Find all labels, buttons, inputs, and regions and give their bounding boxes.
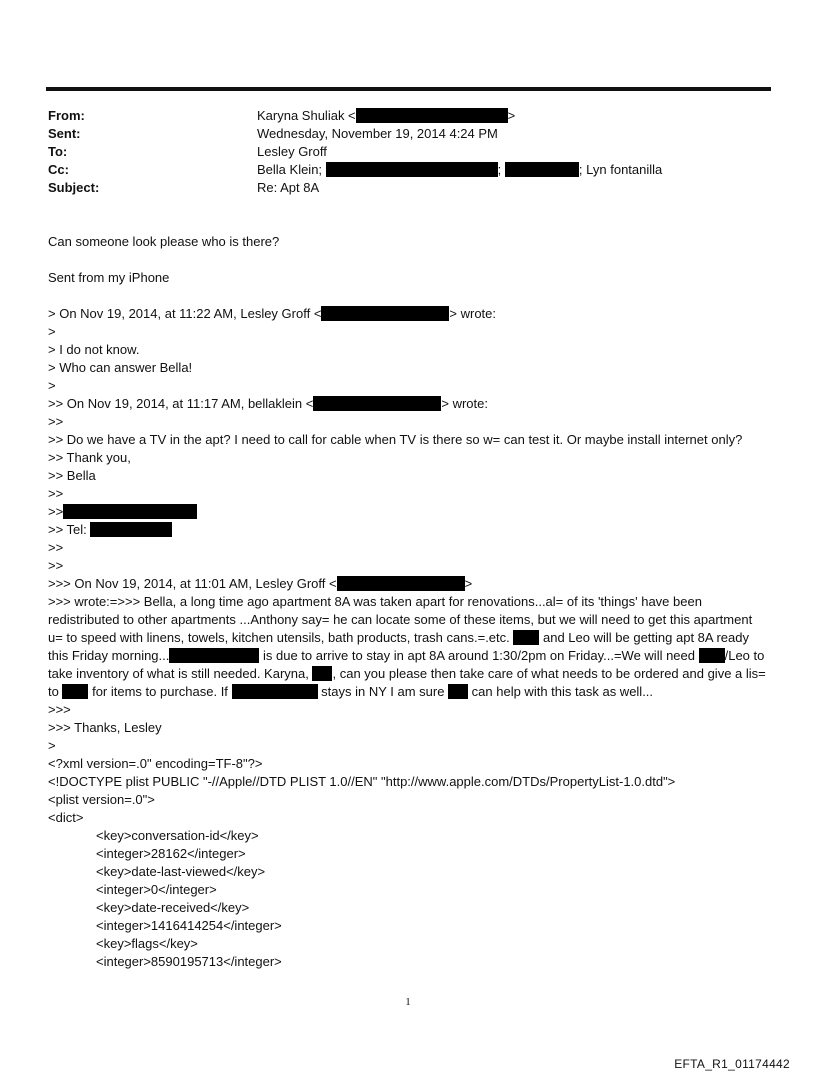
quote-text: >> Tel: bbox=[48, 522, 87, 537]
redaction-box bbox=[63, 504, 197, 519]
quote-text: stays in NY I am sure bbox=[317, 684, 449, 699]
quote-line: >> Do we have a TV in the apt? I need to call for cable when TV is there so w= can test it. Or maybe install internet only? bbox=[48, 432, 743, 447]
redaction-box bbox=[513, 630, 539, 645]
quote-line bbox=[48, 503, 770, 521]
quote-text: /Leo to take inventory of what is still needed. Karyna, bbox=[48, 648, 765, 681]
quote-text: > On Nov 19, 2014, at 11:22 AM, Lesley Groff < bbox=[48, 306, 322, 321]
quote-text: > wrote: bbox=[441, 396, 488, 411]
header-rule bbox=[46, 87, 771, 91]
redaction-box bbox=[232, 684, 318, 699]
quote-line: > I do not know. bbox=[48, 342, 140, 357]
cc-value bbox=[257, 161, 662, 179]
quote-line: > bbox=[48, 738, 56, 753]
quote-line: >> Thank you, bbox=[48, 450, 131, 465]
redaction-box bbox=[505, 162, 579, 177]
xml-line: <integer>1416414254</integer> bbox=[96, 918, 282, 933]
to-value: Lesley Groff bbox=[257, 144, 327, 159]
sent-value: Wednesday, November 19, 2014 4:24 PM bbox=[257, 126, 498, 141]
xml-line: <key>flags</key> bbox=[96, 936, 198, 951]
redaction-box bbox=[62, 684, 88, 699]
redaction-box bbox=[313, 396, 441, 411]
quote-line bbox=[48, 521, 770, 539]
quote-line: >> bbox=[48, 486, 64, 501]
from-value bbox=[257, 107, 515, 125]
redaction-box bbox=[321, 306, 449, 321]
quote-line bbox=[48, 395, 770, 413]
redaction-box bbox=[699, 648, 725, 663]
quote-text: , can you please then take care of what needs to be ordered and give a lis= to bbox=[48, 666, 766, 699]
quote-line: > Who can answer Bella! bbox=[48, 360, 193, 375]
xml-line: <integer>8590195713</integer> bbox=[96, 954, 282, 969]
cc-sep: ; bbox=[497, 162, 502, 177]
page-number: 1 bbox=[405, 996, 411, 1008]
cc-label: Cc: bbox=[48, 162, 69, 177]
redaction-box bbox=[448, 684, 468, 699]
xml-line: <key>date-received</key> bbox=[96, 900, 250, 915]
quote-text: > bbox=[464, 576, 473, 591]
quote-text: >>> wrote:=>>> Bella, a long time ago apartment 8A was taken apart for renovations...al= of its 'things' have been redistributed to other apartments ...Anthony say= he can locate some of these items, but we will need to get this apartment u= to speed with linens, towels, kitchen utensils, bath products, trash cans.=.etc. bbox=[48, 594, 753, 645]
quote-text: can help with this task as well... bbox=[468, 684, 654, 699]
quote-line bbox=[48, 575, 770, 593]
quote-line bbox=[48, 305, 770, 323]
body-line: Can someone look please who is there? bbox=[48, 234, 280, 249]
quote-line: > bbox=[48, 324, 56, 339]
quote-text: > wrote: bbox=[449, 306, 497, 321]
quote-text: for items to purchase. If bbox=[88, 684, 232, 699]
email-body bbox=[48, 233, 770, 971]
quote-line: >> bbox=[48, 540, 64, 555]
quote-line: >> Bella bbox=[48, 468, 96, 483]
body-line: Sent from my iPhone bbox=[48, 270, 170, 285]
xml-line: <?xml version=.0" encoding=TF-8"?> bbox=[48, 756, 263, 771]
quote-line: >>> bbox=[48, 702, 71, 717]
redaction-box bbox=[90, 522, 172, 537]
to-label: To: bbox=[48, 144, 68, 159]
sent-label: Sent: bbox=[48, 126, 81, 141]
xml-line: <plist version=.0"> bbox=[48, 792, 155, 807]
subject-label: Subject: bbox=[48, 180, 100, 195]
quote-line: >> bbox=[48, 558, 64, 573]
from-tail: > bbox=[507, 108, 516, 123]
redaction-box bbox=[356, 108, 508, 123]
redaction-box bbox=[326, 162, 498, 177]
quote-text: >> On Nov 19, 2014, at 11:17 AM, bellaklein < bbox=[48, 396, 314, 411]
quote-text: is due to arrive to stay in apt 8A around 1:30/2pm on Friday...=We will need bbox=[259, 648, 699, 663]
redaction-box bbox=[169, 648, 259, 663]
xml-line: <integer>0</integer> bbox=[96, 882, 217, 897]
from-label: From: bbox=[48, 108, 85, 123]
bates-number: EFTA_R1_01174442 bbox=[674, 1057, 790, 1071]
cc-last: ; Lyn fontanilla bbox=[578, 162, 663, 177]
xml-line: <integer>28162</integer> bbox=[96, 846, 246, 861]
cc-first: Bella Klein; bbox=[257, 162, 323, 177]
from-name: Karyna Shuliak < bbox=[257, 108, 356, 123]
xml-line: <!DOCTYPE plist PUBLIC "-//Apple//DTD PLIST 1.0//EN" "http://www.apple.com/DTDs/PropertyList-1.0.dtd"> bbox=[48, 774, 676, 789]
redaction-box bbox=[312, 666, 332, 681]
quote-line: >> bbox=[48, 414, 64, 429]
quote-line: > bbox=[48, 378, 56, 393]
quote-text: >> bbox=[48, 504, 64, 519]
subject-value: Re: Apt 8A bbox=[257, 180, 320, 195]
redaction-box bbox=[337, 576, 465, 591]
quote-paragraph bbox=[48, 593, 770, 701]
quote-line: >>> Thanks, Lesley bbox=[48, 720, 162, 735]
quote-text: >>> On Nov 19, 2014, at 11:01 AM, Lesley Groff < bbox=[48, 576, 337, 591]
quote-text: and Leo will be getting apt 8A ready this Friday morning... bbox=[48, 630, 749, 663]
xml-line: <key>conversation-id</key> bbox=[96, 828, 259, 843]
xml-line: <dict> bbox=[48, 810, 84, 825]
xml-line: <key>date-last-viewed</key> bbox=[96, 864, 266, 879]
